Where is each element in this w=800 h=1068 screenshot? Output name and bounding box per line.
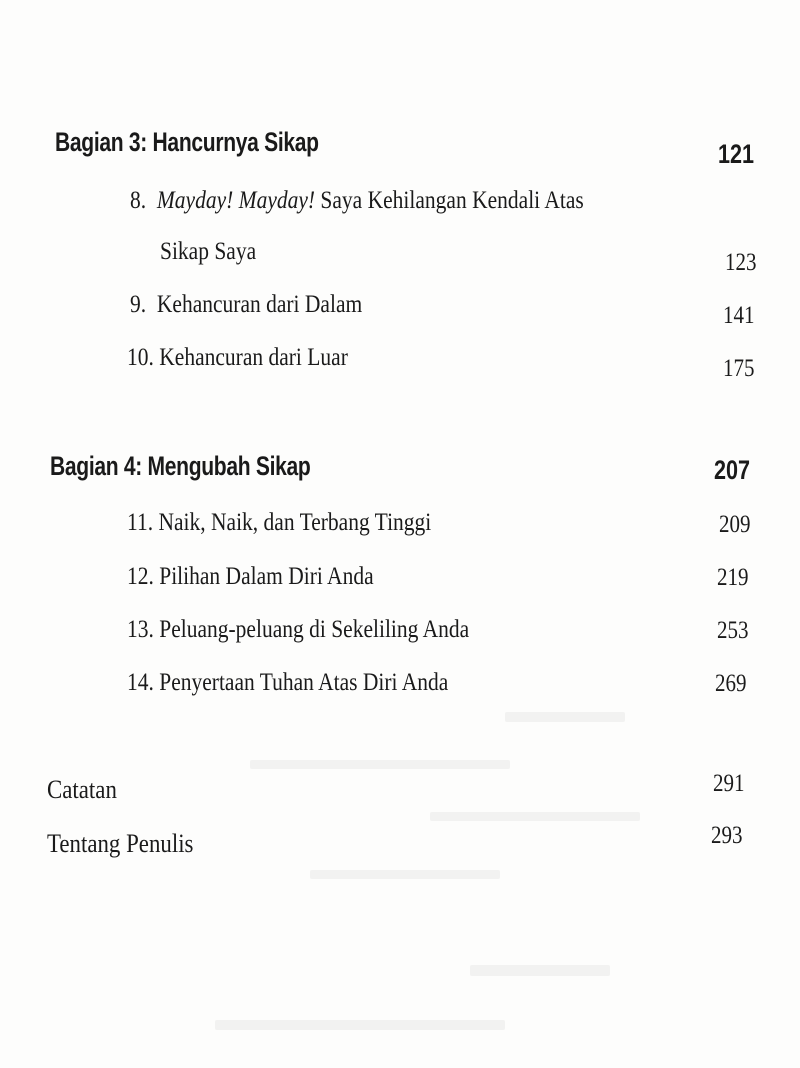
- chapter-12-title-text: Pilihan Dalam Diri Anda: [159, 563, 374, 590]
- chapter-13-title-text: Peluang-peluang di Sekeliling Anda: [159, 616, 470, 643]
- show-through-mark: [215, 1020, 505, 1030]
- chapter-11-number: 11.: [127, 509, 154, 536]
- show-through-mark: [310, 870, 500, 879]
- chapter-9-page-number: 141: [722, 302, 754, 329]
- backmatter-notes-title: Catatan: [47, 775, 117, 804]
- chapter-8-title-rest: Saya Kehilangan Kendali Atas: [320, 187, 584, 214]
- chapter-10-number: 10.: [127, 344, 154, 371]
- chapter-9-title-text: Kehancuran dari Dalam: [156, 291, 363, 318]
- show-through-mark: [470, 965, 610, 976]
- chapter-11-page-number: 209: [718, 511, 750, 538]
- chapter-14-title: [127, 669, 448, 697]
- chapter-13-number: 13.: [127, 616, 154, 643]
- chapter-10-page-number: 175: [722, 355, 754, 382]
- backmatter-notes-page-number: 291: [712, 770, 744, 797]
- chapter-13-title: [127, 616, 469, 644]
- chapter-9-number: 9.: [130, 291, 147, 318]
- part-3-title: Bagian 3: Hancurnya Sikap: [55, 127, 319, 157]
- chapter-11-title-text: Naik, Naik, dan Terbang Tinggi: [158, 509, 432, 536]
- chapter-12-title: [127, 563, 374, 591]
- chapter-10-title-text: Kehancuran dari Luar: [159, 344, 348, 371]
- chapter-8-title-line-2: Sikap Saya: [160, 238, 257, 265]
- chapter-14-page-number: 269: [714, 670, 746, 697]
- show-through-mark: [250, 760, 510, 769]
- chapter-10-title: [127, 344, 348, 372]
- chapter-14-number: 14.: [127, 669, 154, 696]
- chapter-8-page-number: 123: [724, 249, 756, 276]
- part-4-page-number: 207: [713, 455, 750, 485]
- show-through-mark: [505, 712, 625, 722]
- chapter-11-title: [127, 509, 431, 537]
- chapter-8-italic-1: Mayday!: [156, 187, 234, 214]
- part-3-page-number: 121: [717, 139, 754, 169]
- chapter-9-title: [130, 291, 362, 319]
- chapter-8-italic-2: Mayday!: [238, 187, 316, 214]
- show-through-mark: [430, 812, 640, 821]
- chapter-12-number: 12.: [127, 563, 154, 590]
- part-4-title: Bagian 4: Mengubah Sikap: [50, 451, 311, 481]
- backmatter-author-page-number: 293: [710, 822, 742, 849]
- backmatter-author-title: Tentang Penulis: [47, 829, 194, 858]
- chapter-8-title-line-1: [130, 187, 584, 215]
- chapter-14-title-text: Penyertaan Tuhan Atas Diri Anda: [159, 669, 449, 696]
- chapter-8-number: 8.: [130, 187, 147, 214]
- chapter-13-page-number: 253: [716, 617, 748, 644]
- chapter-12-page-number: 219: [716, 564, 748, 591]
